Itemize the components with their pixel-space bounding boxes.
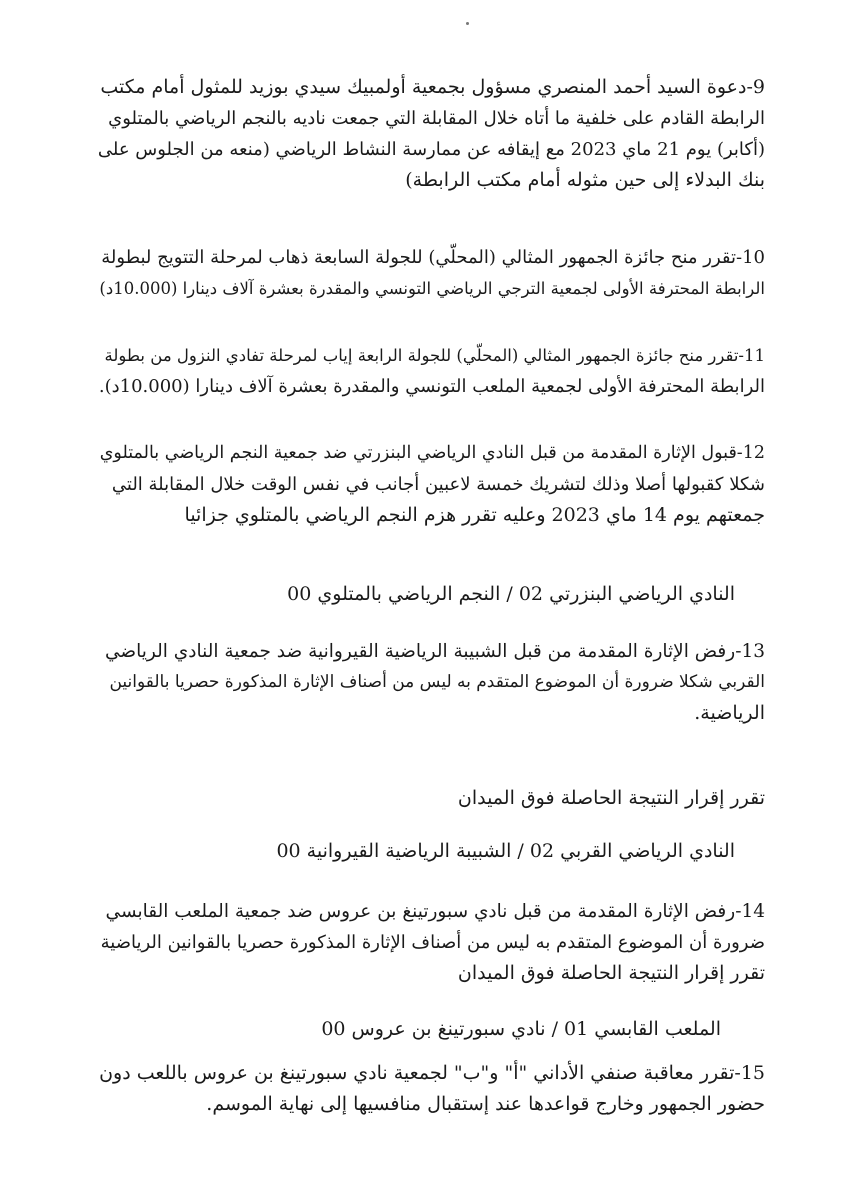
paragraph-item-15 [96, 1058, 765, 1120]
text-line: الرابطة القادم على خلفية ما أتاه خلال المقابلة التي جمعت ناديه بالنجم الرياضي بالمتلوي [108, 108, 765, 129]
text-line: جمعتهم يوم 14 ماي 2023 وعليه تقرر هزم النجم الرياضي بالمتلوي جزائيا [184, 504, 765, 526]
text-line: 14-رفض الإثارة المقدمة من قبل نادي سبورتينغ بن عروس ضد جمعية الملعب القابسي [105, 901, 765, 922]
match-result-14: الملعب القابسي 01 / نادي سبورتينغ بن عروس 00 [321, 1018, 721, 1040]
text-line: القربي شكلا ضرورة أن الموضوع المتقدم به ليس من أصناف الإثارة المذكورة حصريا بالقوانين [109, 672, 765, 692]
text-line: شكلا كقبولها أصلا وذلك لتشريك خمسة لاعبين أجانب في نفس الوقت خلال المقابلة التي [111, 474, 765, 495]
text-line: بنك البدلاء إلى حين مثوله أمام مكتب الرابطة) [405, 169, 765, 191]
text-line: 15-تقرر معاقبة صنفي الأداني "أ" و"ب" لجمعية نادي سبورتينغ بن عروس باللعب دون [99, 1062, 765, 1084]
text-line: الرياضية. [694, 702, 765, 724]
confirm-result-13 [96, 783, 765, 814]
match-result-12: النادي الرياضي البنزرتي 02 / النجم الرياضي بالمتلوي 00 [287, 583, 735, 605]
text-line: حضور الجمهور وخارج قواعدها عند إستقبال منافسيها إلى نهاية الموسم. [206, 1093, 765, 1115]
text-line: الرابطة المحترفة الأولى لجمعية الترجي الرياضي التونسي والمقدرة بعشرة آلاف دينارا (10.000د) [99, 279, 765, 298]
match-result-13: النادي الرياضي القربي 02 / الشبيبة الرياضية القيروانية 00 [276, 840, 735, 862]
paragraph-item-12 [96, 438, 765, 531]
text-line: 12-قبول الإثارة المقدمة من قبل النادي الرياضي البنزرتي ضد جمعية النجم الرياضي بالمتلوي [99, 443, 765, 463]
text-line: 9-دعوة السيد أحمد المنصري مسؤول بجمعية أولمبيك سيدي بوزيد للمثول أمام مكتب [100, 76, 765, 98]
paragraph-item-13 [96, 636, 765, 729]
paragraph-item-9 [96, 72, 765, 196]
paragraph-item-14 [96, 896, 765, 989]
scan-speck [466, 22, 469, 25]
text-line: ضرورة أن الموضوع المتقدم به ليس من أصناف الإثارة المذكورة حصريا بالقوانين الرياضية [100, 932, 765, 953]
text-line: 10-تقرر منح جائزة الجمهور المثالي (المحلّي) للجولة السابعة ذهاب لمرحلة التتويج لبطولة [101, 247, 765, 268]
paragraph-item-11 [96, 340, 765, 402]
text-line: الرابطة المحترفة الأولى لجمعية الملعب التونسي والمقدرة بعشرة آلاف دينارا (10.000د). [98, 376, 765, 397]
text-line: (أكابر) يوم 21 ماي 2023 مع إيقافه عن ممارسة النشاط الرياضي (منعه من الجلوس على [97, 139, 765, 160]
text-line: 13-رفض الإثارة المقدمة من قبل الشبيبة الرياضية القيروانية ضد جمعية النادي الرياضي [105, 641, 765, 662]
text-line: 11-تقرر منح جائزة الجمهور المثالي (المحلّي) للجولة الرابعة إياب لمرحلة تفادي النزول من بطولة [104, 346, 765, 365]
text-line: تقرر إقرار النتيجة الحاصلة فوق الميدان [457, 962, 765, 984]
text-line: تقرر إقرار النتيجة الحاصلة فوق الميدان [457, 787, 765, 809]
paragraph-item-10 [96, 242, 765, 304]
